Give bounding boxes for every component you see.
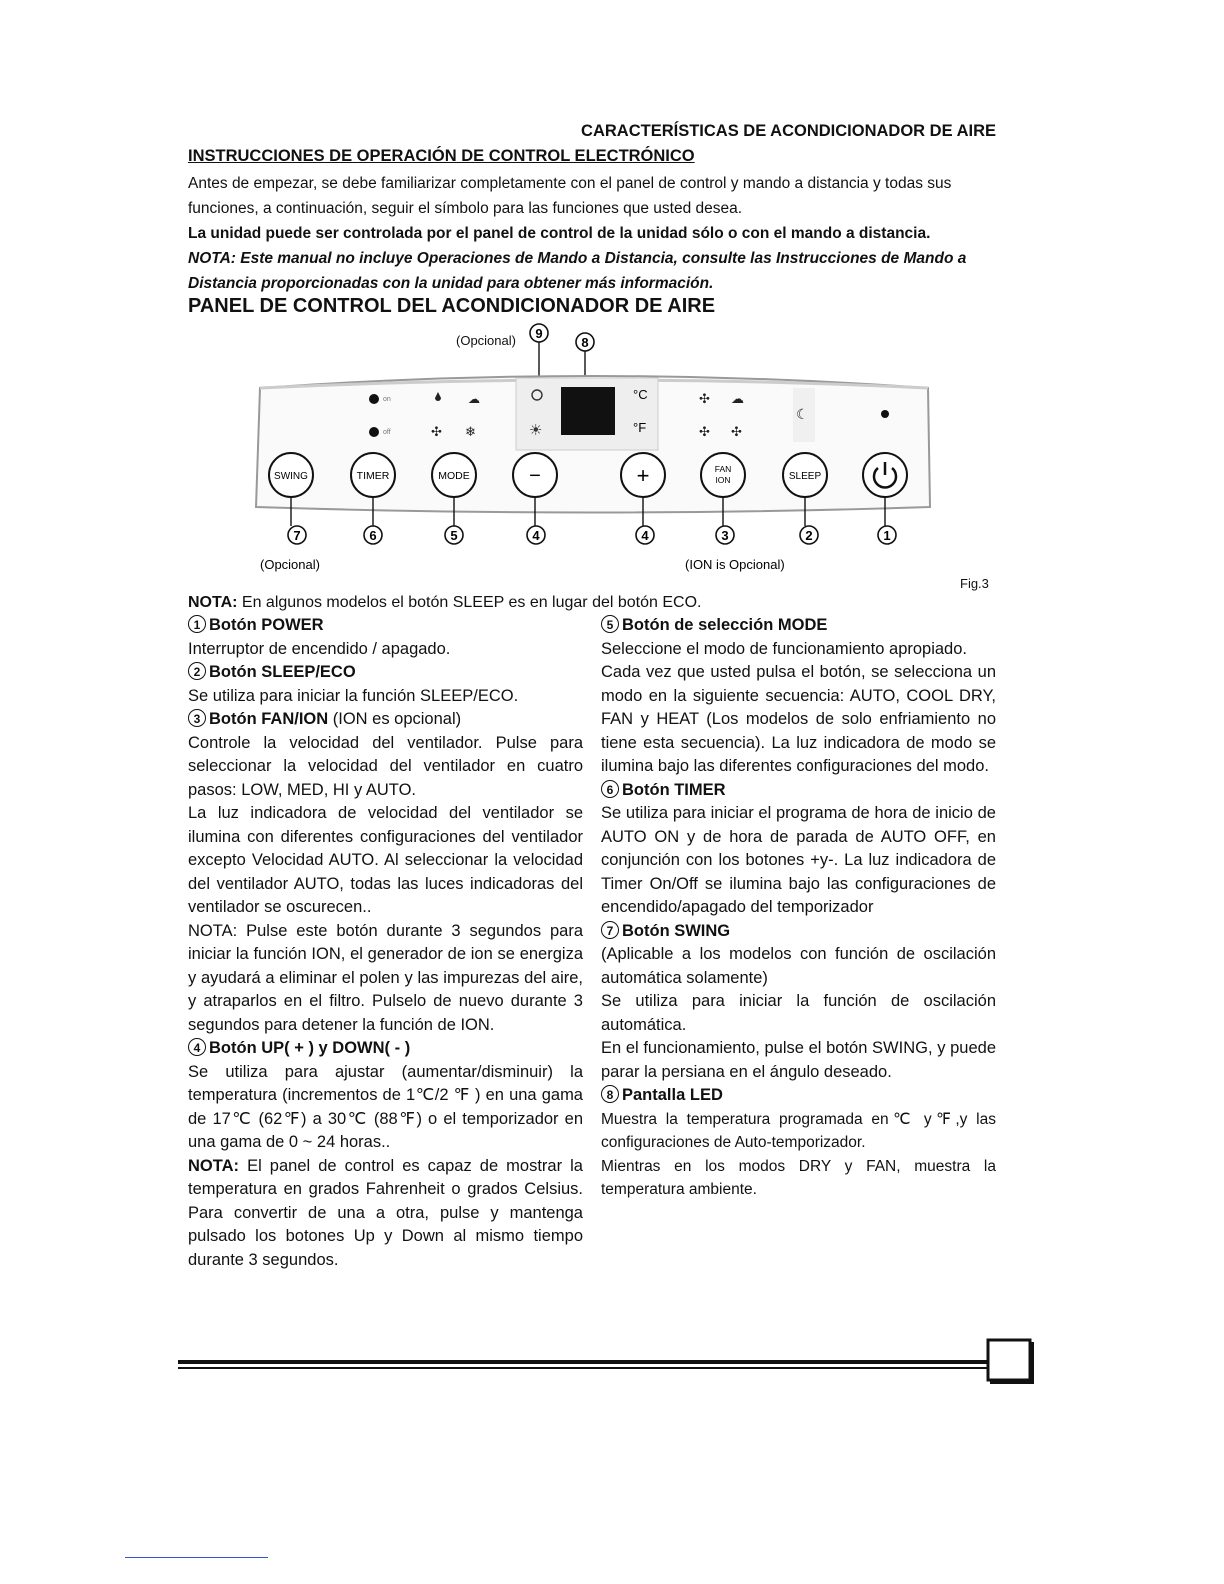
svg-text:1: 1 — [883, 528, 891, 543]
svg-text:✣: ✣ — [431, 424, 442, 439]
svg-text:7: 7 — [293, 528, 301, 543]
svg-text:ION: ION — [715, 475, 731, 485]
note-label: NOTA: — [188, 594, 238, 611]
section-mode-heading: 5 Botón de selección MODE — [601, 614, 996, 638]
intro-note: NOTA: Este manual no incluye Operaciones de Mando a Distancia, consulte las Instrucciones de Mando a Distancia proporcionadas con la unidad para obtener más información. — [188, 250, 967, 292]
section-header: CARACTERÍSTICAS DE ACONDICIONADOR DE AIRE — [581, 122, 996, 140]
svg-text:4: 4 — [532, 528, 540, 543]
footnote-line — [125, 1557, 268, 1558]
panel-title: PANEL DE CONTROL DEL ACONDICIONADOR DE AIRE — [188, 295, 716, 317]
timer-button[interactable] — [351, 453, 395, 497]
callout-8 — [576, 333, 594, 351]
svg-text:☁: ☁ — [731, 391, 744, 406]
sleep-eco-note — [188, 594, 701, 612]
svg-text:✣: ✣ — [699, 391, 710, 406]
svg-text:+: + — [636, 463, 650, 488]
section-fan-heading: 3 Botón FAN/ION (ION es opcional) — [188, 708, 583, 732]
section-swing-text: (Aplicable a los modelos con función de oscilación automática solamente) — [601, 945, 996, 987]
fahrenheit-unit-c: °C — [633, 387, 648, 402]
optional-label-top: (Opcional) — [456, 333, 516, 348]
svg-text:SWING: SWING — [274, 471, 308, 482]
svg-text:☁: ☁ — [468, 392, 480, 406]
section-led-text: Muestra la temperatura programada en℃ y℉,y las configuraciones de Auto-temporizador. — [601, 1110, 996, 1151]
section-mode-text-2: Cada vez que usted pulsa el botón, se selecciona un modo en la siguiente secuencia: AUTO, COOL DRY, FAN y HEAT (Los modelos de solo enfriamiento no tiene esta secuencia). La luz indicadora de modo se ilumina bajo las diferentes configuraciones del modo. — [601, 663, 996, 775]
section-updown-text: Se utiliza para ajustar (aumentar/disminuir) la temperatura (incrementos de 1℃/2 ℉ ) en una gama de 17℃ (62℉) a 30℃ (88℉) o el temporizador en una gama de 0 ~ 24 horas.. — [188, 1062, 583, 1151]
svg-text:4: 4 — [641, 528, 649, 543]
fan-ion-button[interactable] — [701, 453, 745, 497]
section-fan-note: NOTA: Pulse este botón durante 3 segundos para iniciar la función ION, el generador de ion se energiza y ayudará a eliminar el polen y las impurezas del aire, y atraparlos en el filtro. Pulselo de nuevo durante 3 segundos para detener la función de ION. — [188, 921, 583, 1034]
section-led-text-2: Mientras en los modos DRY y FAN, muestra la temperatura ambiente. — [601, 1157, 996, 1198]
optional-label-bottom-left: (Opcional) — [260, 557, 320, 572]
section-power-heading: 1 Botón POWER — [188, 614, 583, 638]
fahrenheit-unit-f: °F — [633, 420, 647, 435]
note-text: En algunos modelos el botón SLEEP es en lugar del botón ECO. — [237, 594, 702, 611]
sleep-button[interactable] — [783, 453, 827, 497]
power-indicator — [881, 410, 889, 418]
control-panel-figure — [188, 322, 998, 578]
indicator-off: off — [383, 429, 391, 436]
section-sleep-text: Se utiliza para iniciar la función SLEEP/ECO. — [188, 686, 519, 705]
svg-text:9: 9 — [535, 326, 543, 341]
section-sleep-heading: 2 Botón SLEEP/ECO — [188, 661, 583, 685]
section-timer-text: Se utiliza para iniciar el programa de hora de inicio de AUTO ON y de hora de parada de AUTO OFF, en conjunción con los botones +y-. La luz indicadora de Timer On/Off se ilumina bajo las configuraciones de encendido/apagado del temporizador — [601, 804, 996, 916]
right-column — [601, 614, 996, 1202]
svg-text:2: 2 — [805, 528, 813, 543]
page-title: INSTRUCCIONES DE OPERACIÓN DE CONTROL ELECTRÓNICO — [188, 147, 695, 165]
svg-text:✣: ✣ — [731, 424, 742, 439]
section-swing-text-3: En el funcionamiento, pulse el botón SWING, y puede parar la persiana en el ángulo deseado. — [601, 1039, 996, 1081]
svg-text:5: 5 — [450, 528, 458, 543]
callout-numbers — [288, 526, 896, 544]
section-swing-text-2: Se utiliza para iniciar la función de oscilación automática. — [601, 992, 996, 1034]
up-button[interactable] — [621, 453, 665, 497]
intro-bold-paragraph: La unidad puede ser controlada por el panel de control de la unidad sólo o con el mando a distancia. — [188, 225, 931, 242]
svg-text:MODE: MODE — [438, 470, 470, 482]
section-fan-text-2: La luz indicadora de velocidad del ventilador se ilumina con diferentes configuraciones del ventilador excepto Velocidad AUTO. Al seleccionar la velocidad del ventilador AUTO, todas las luces indicadoras del ventilador se oscurecen.. — [188, 804, 583, 916]
mode-button[interactable] — [432, 453, 476, 497]
svg-text:8: 8 — [581, 335, 589, 350]
section-mode-text: Seleccione el modo de funcionamiento apropiado. — [601, 639, 967, 658]
indicator-on: on — [383, 396, 391, 403]
svg-text:3: 3 — [721, 528, 729, 543]
section-updown-heading: 4 Botón UP( + ) y DOWN( - ) — [188, 1037, 583, 1061]
section-fan-text: Controle la velocidad del ventilador. Pulse para seleccionar la velocidad del ventilador en cuatro pasos: LOW, MED, HI y AUTO. — [188, 733, 583, 799]
power-button[interactable] — [863, 453, 907, 497]
section-swing-heading: 7 Botón SWING — [601, 920, 996, 944]
led-display — [561, 387, 615, 435]
optional-label-bottom-right: (ION is Opcional) — [685, 557, 785, 572]
intro-paragraph: Antes de empezar, se debe familiarizar completamente con el panel de control y mando a distancia y todas sus funciones, a continuación, seguir el símbolo para las funciones que usted desea. — [188, 175, 952, 217]
down-button[interactable] — [513, 453, 557, 497]
svg-text:6: 6 — [369, 528, 377, 543]
svg-text:❄: ❄ — [465, 424, 476, 439]
svg-text:−: − — [529, 465, 541, 487]
sun-icon: ☀ — [529, 422, 543, 439]
sleep-indicator-icon: ☾ — [796, 406, 809, 422]
svg-text:✣: ✣ — [699, 424, 710, 439]
left-column — [188, 614, 583, 1272]
intro-text — [188, 171, 998, 296]
section-updown-note: NOTA: El panel de control es capaz de mostrar la temperatura en grados Fahrenheit o grados Celsius. Para convertir de una a otra, pulse y mantenga pulsado los botones Up y Down al mismo tiempo durante 3 segundos. — [188, 1156, 583, 1269]
svg-text:TIMER: TIMER — [356, 470, 390, 482]
page-footer-rule — [178, 1336, 1036, 1386]
figure-label: Fig.3 — [960, 576, 989, 591]
svg-text:SLEEP: SLEEP — [788, 471, 822, 482]
svg-text:FAN: FAN — [714, 464, 732, 474]
section-led-heading: 8 Pantalla LED — [601, 1084, 996, 1108]
section-timer-heading: 6 Botón TIMER — [601, 779, 996, 803]
section-power-text: Interruptor de encendido / apagado. — [188, 639, 451, 658]
swing-button[interactable] — [269, 453, 313, 497]
callout-9 — [530, 324, 548, 342]
